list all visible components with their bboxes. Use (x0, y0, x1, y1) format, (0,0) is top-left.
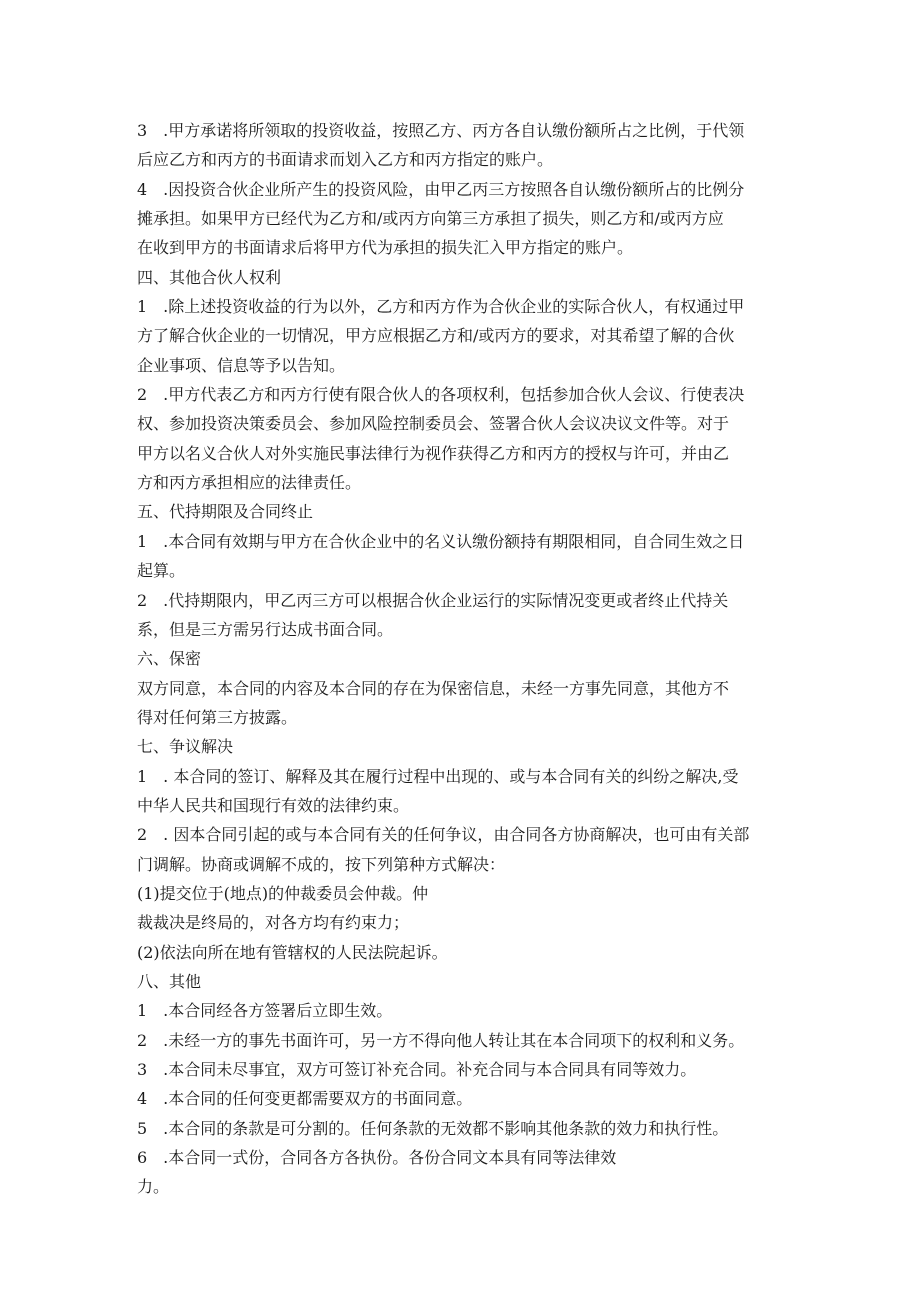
text-line: 甲方以名义合伙人对外实施民事法律行为视作获得乙方和丙方的授权与许可，并由乙 (137, 443, 730, 463)
text-line: 在收到甲方的书面请求后将甲方代为承担的损失汇入甲方指定的账户。 (137, 238, 634, 258)
text-line: 2 .代持期限内，甲乙丙三方可以根据合伙企业运行的实际情况变更或者终止代持关 (137, 590, 729, 610)
text-line: 摊承担。如果甲方已经代为乙方和/或丙方向第三方承担了损失，则乙方和/或丙方应 (137, 209, 724, 229)
text-line: 2 .未经一方的事先书面许可，另一方不得向他人转让其在本合同项下的权利和义务。 (137, 1030, 745, 1050)
text-line: 5 .本合同的条款是可分割的。任何条款的无效都不影响其他条款的效力和执行性。 (137, 1118, 729, 1138)
text-line: 企业事项、信息等予以告知。 (137, 355, 346, 375)
text-line: 权、参加投资决策委员会、参加风险控制委员会、签署合伙人会议决议文件等。对于 (137, 414, 730, 434)
text-line: 裁裁决是终局的，对各方均有约束力； (137, 913, 410, 933)
text-line: 方和丙方承担相应的法律责任。 (137, 473, 362, 493)
text-line: 1 . 本合同的签订、解释及其在履行过程中出现的、或与本合同有关的纠纷之解决,受 (137, 766, 739, 786)
text-line: 2 . 因本合同引起的或与本合同有关的任何争议，由合同各方协商解决，也可由有关部 (137, 825, 750, 845)
text-line: 系，但是三方需另行达成书面合同。 (137, 619, 394, 639)
text-line: 力。 (137, 1177, 170, 1197)
text-line: 3 .本合同未尽事宜，双方可签订补充合同。补充合同与本合同具有同等效力。 (137, 1060, 697, 1079)
text-line: 门调解。协商或调解不成的，按下列第种方式解决： (137, 854, 506, 874)
section-heading: 八、其他 (137, 971, 202, 991)
text-line: 1 .本合同有效期与甲方在合伙企业中的名义认缴份额持有期限相同，自合同生效之日 (137, 531, 745, 551)
text-line: 得对任何第三方披露。 (137, 707, 298, 727)
document-page (137, 116, 787, 1202)
text-line: 起算。 (137, 561, 186, 581)
text-line: 中华人民共和国现行有效的法律约束。 (137, 795, 410, 815)
text-line: (1)提交位于(地点)的仲裁委员会仲裁。仲 (137, 883, 429, 903)
text-line: 1 .本合同经各方签署后立即生效。 (137, 1001, 393, 1021)
text-line: 1 .除上述投资收益的行为以外，乙方和丙方作为合伙企业的实际合伙人，有权通过甲 (137, 297, 745, 317)
text-line: 2 .甲方代表乙方和丙方行使有限合伙人的各项权利，包括参加合伙人会议、行使表决 (137, 385, 745, 405)
section-heading: 七、争议解决 (137, 737, 234, 757)
text-line: (2)依法向所在地有管辖权的人民法院起诉。 (137, 942, 448, 962)
section-heading: 四、其他合伙人权利 (137, 267, 282, 287)
text-line: 双方同意，本合同的内容及本合同的存在为保密信息，未经一方事先同意，其他方不 (137, 678, 730, 698)
text-line: 4 .因投资合伙企业所产生的投资风险，由甲乙丙三方按照各自认缴份额所占的比例分 (137, 179, 745, 199)
section-heading: 六、保密 (137, 649, 202, 669)
text-line: 4 .本合同的任何变更都需要双方的书面同意。 (137, 1089, 473, 1109)
section-heading: 五、代持期限及合同终止 (137, 502, 314, 522)
text-line: 方了解合伙企业的一切情况，甲方应根据乙方和/或丙方的要求，对其希望了解的合伙 (137, 326, 735, 346)
text-line: 后应乙方和丙方的书面请求而划入乙方和丙方指定的账户。 (137, 150, 554, 170)
text-line: 3 .甲方承诺将所领取的投资收益，按照乙方、丙方各自认缴份额所占之比例，于代领 (137, 121, 745, 140)
text-line: 6 .本合同一式份，合同各方各执份。各份合同文本具有同等法律效 (137, 1148, 617, 1168)
